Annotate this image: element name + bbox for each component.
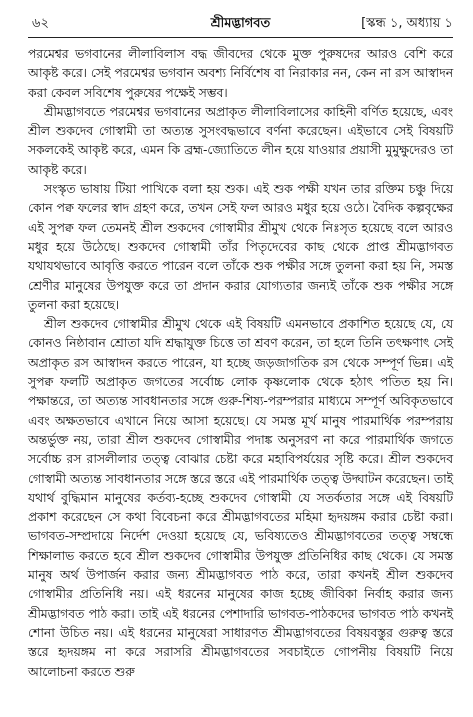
paragraph: শ্রীমদ্ভাগবতে পরমেশ্বর ভগবানের অপ্রাকৃত লীলাবিলাসের কাহিনী বর্ণিত হয়েছে, এবং শ্রীল শুকদেব গোস্বামী তা অত্যন্ত সুসংবদ্ধভাবে বর্ণনা করেছেন। এইভাবে সেই বিষয়টি সকলকেই আকৃষ্ট করে, এমন কি ব্রহ্ম-জ্যোতিতে লীন হয়ে যাওয়ার প্রয়াসী মুমুক্ষুদেরও তা আকৃষ্ট করে। [28, 103, 453, 177]
paragraph: সংস্কৃত ভাষায় টিয়া পাখিকে বলা হয় শুক। এই শুক পক্ষী যখন তার রক্তিম চঞ্চু দিয়ে কোন পক্ব ফলের স্বাদ গ্রহণ করে, তখন সেই ফল আরও মধুর হয়ে ওঠে। বৈদিক কল্পবৃক্ষের এই সুপক্ব ফল তেমনই শ্রীল শুকদেব গোস্বামীর শ্রীমুখ থেকে নিঃসৃত হয়েছে বলে আরও মধুর হয়ে উঠেছে। শুকদেব গোস্বামী তাঁর পিতৃদেবের কাছ থেকে প্রাপ্ত শ্রীমদ্ভাগবত যথাযথভাবে আবৃত্তি করতে পারেন বলে তাঁকে শুক পক্ষীর সঙ্গে তুলনা করা হয় নি, সমস্ত শ্রেণীর মানুষের উপযুক্ত করে তা প্রদান করার যোগ্যতার জন্যই তাঁকে শুক পক্ষীর সঙ্গে তুলনা করা হয়েছে। [28, 181, 453, 312]
paragraph: পরমেশ্বর ভগবানের লীলাবিলাস বদ্ধ জীবদের থেকে মুক্ত পুরুষদের আরও বেশি করে আকৃষ্ট করে। সেই পরমেশ্বর ভগবান অবশ্য নির্বিশেষ বা নিরাকার নন, কেন না রস আস্বাদন করা কেবল সবিশেষ পুরুষের পক্ষেই সম্ভব। [28, 46, 453, 100]
section-reference: [স্কন্ধ ১, অধ্যায় ১ [361, 16, 453, 31]
page-body [28, 44, 453, 681]
running-title: শ্রীমদ্ভাগবত [210, 16, 271, 31]
paragraph: শ্রীল শুকদেব গোস্বামীর শ্রীমুখ থেকে এই বিষয়টি এমনভাবে প্রকাশিত হয়েছে যে, যে কোনও নিষ্ঠাবান শ্রোতা যদি শ্রদ্ধাযুক্ত চিত্তে তা শ্রবণ করেন, তা হলে তিনি তৎক্ষণাৎ সেই অপ্রাকৃত রস আস্বাদন করতে পারেন, যা হচ্ছে জড়জাগতিক রস থেকে সম্পূর্ণ ভিন্ন। এই সুপক্ব ফলটি অপ্রাকৃত জগতের সর্বোচ্চ লোক কৃষ্ণলোক থেকে হঠাৎ পতিত হয় নি। পক্ষান্তরে, তা অত্যন্ত সাবধানতার সঙ্গে গুরু-শিষ্য-পরম্পরার মাধ্যমে সম্পূর্ণ অবিকৃতভাবে এবং অক্ষতভাবে এখানে নিয়ে আসা হয়েছে। যে সমস্ত মূর্খ মানুষ পারমার্থিক পরম্পরায় অন্তর্ভুক্ত নয়, তারা শ্রীল শুকদেব গোস্বামীর পদাঙ্ক অনুসরণ না করে পারমার্থিক জগতে সর্বোচ্চ রস রাসলীলার তত্ত্ব বোঝার চেষ্টা করে মহাবিপর্যয়ের সৃষ্টি করে। শ্রীল শুকদেব গোস্বামী অত্যন্ত সাবধানতার সঙ্গে স্তরে স্তরে এই পারমার্থিক তত্ত্ব উদ্ঘাটন করেছেন। তাই যথার্থ বুদ্ধিমান মানুষের কর্তব্য-হচ্ছে শুকদেব গোস্বামী যে সতর্কতার সঙ্গে এই বিষয়টি প্রকাশ করেছেন সে কথা বিবেচনা করে শ্রীমদ্ভাগবতের মহিমা হৃদয়ঙ্গম করার চেষ্টা করা। ভাগবত-সম্প্রদায়ে নির্দেশ দেওয়া হয়েছে যে, ভবিষ্যতেও শ্রীমদ্ভাগবতের তত্ত্ব সম্বন্ধে শিক্ষালাভ করতে হবে শ্রীল শুকদেব গোস্বামীর উপযুক্ত প্রতিনিধির কাছ থেকে। যে সমস্ত মানুষ অর্থ উপার্জন করার জন্য শ্রীমদ্ভাগবত পাঠ করে, তারা কখনই শ্রীল শুকদেব গোস্বামীর প্রতিনিধি নয়। এই ধরনের মানুষের কাজ হচ্ছে জীবিকা নির্বাহ করার জন্য শ্রীমদ্ভাগবত পাঠ করা। তাই এই ধরনের পেশাদারি ভাগবত-পাঠকদের ভাগবত পাঠ কখনই শোনা উচিত নয়। এই ধরনের মানুষেরা সাধারণত শ্রীমদ্ভাগবতের বিষয়বস্তুর গুরুত্ব স্তরে স্তরে হৃদয়ঙ্গম না করে সরাসরি শ্রীমদ্ভাগবতের সবচাইতে গোপনীয় বিষয়টি নিয়ে আলোচনা করতে শুরু [28, 316, 453, 679]
header-rule [28, 37, 453, 38]
page-header [28, 12, 453, 36]
page-number: ৬২ [32, 16, 49, 31]
